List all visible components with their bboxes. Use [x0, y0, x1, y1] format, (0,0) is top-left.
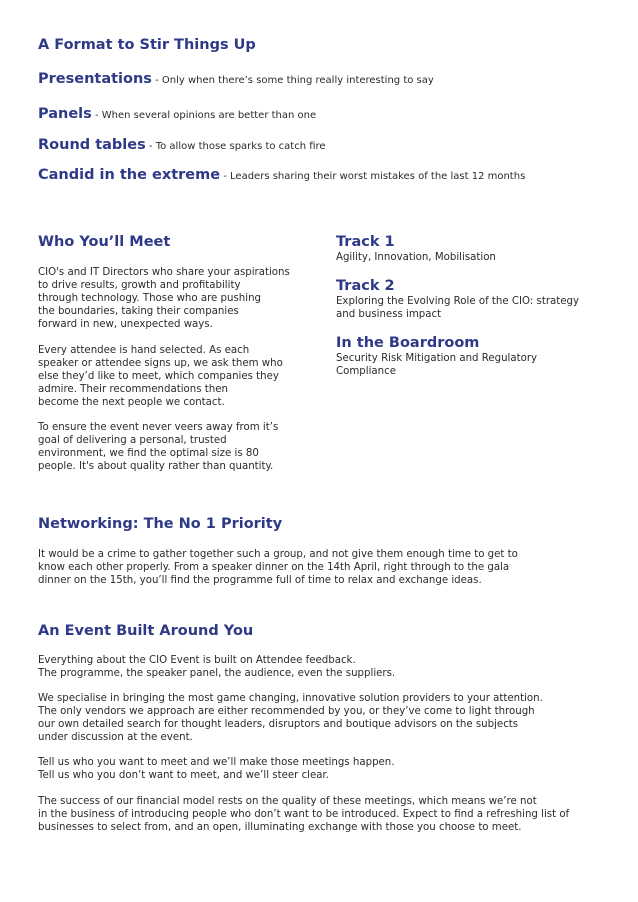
format-item-name: Candid in the extreme: [38, 167, 221, 183]
format-item-round-tables: [38, 134, 326, 153]
meet-body-2: [38, 344, 308, 409]
track-desc: [336, 295, 579, 321]
event-paragraph-4: [38, 795, 618, 834]
event-heading: An Event Built Around You: [38, 623, 254, 639]
track-1: [336, 234, 496, 264]
event-line: The only vendors we approach are either recommended by you, or they’ve come to light through: [38, 706, 535, 717]
meet-line: through technology. Those who are pushing: [38, 293, 261, 304]
format-item-panels: [38, 103, 316, 122]
track-desc-line: Agility, Innovation, Mobilisation: [336, 252, 496, 263]
track-2: [336, 278, 579, 321]
meet-line: goal of delivering a personal, trusted: [38, 435, 227, 446]
format-item-desc: - Leaders sharing their worst mistakes of the last 12 months: [220, 171, 526, 182]
format-item-desc: - To allow those sparks to catch fire: [145, 141, 326, 152]
track-desc: [336, 352, 537, 378]
track-desc: [336, 251, 496, 264]
meet-line: to drive results, growth and profitability: [38, 280, 241, 291]
meet-line: Every attendee is hand selected. As each: [38, 345, 250, 356]
event-line: The success of our financial model rests on the quality of these meetings, which means we’re not: [38, 796, 537, 807]
track-desc-line: Compliance: [336, 366, 396, 377]
event-paragraph-1: [38, 654, 618, 680]
format-item-candid: [38, 164, 525, 183]
meet-body: [38, 266, 308, 331]
track-title: Track 1: [336, 234, 395, 250]
meet-line: become the next people we contact.: [38, 397, 225, 408]
meet-paragraph-1: [38, 266, 308, 331]
meet-line: else they’d like to meet, which companies they: [38, 371, 279, 382]
networking-body: [38, 548, 608, 587]
track-desc-line: Security Risk Mitigation and Regulatory: [336, 353, 538, 364]
event-line: our own detailed search for thought leaders, disruptors and boutique advisors on the subjects: [38, 719, 519, 730]
event-line: Everything about the CIO Event is built on Attendee feedback.: [38, 655, 356, 666]
track-desc-line: and business impact: [336, 309, 442, 320]
format-item-desc: - Only when there’s some thing really interesting to say: [151, 75, 434, 86]
format-item-name: Panels: [38, 106, 92, 122]
networking-line: It would be a crime to gather together such a group, and not give them enough time to get to: [38, 549, 518, 560]
meet-paragraph-3: [38, 421, 308, 473]
event-line: The programme, the speaker panel, the audience, even the suppliers.: [38, 668, 396, 679]
track-desc-line: Exploring the Evolving Role of the CIO: strategy: [336, 296, 580, 307]
format-item-desc: - When several opinions are better than one: [91, 110, 317, 121]
event-paragraph-2: [38, 692, 618, 744]
event-line: Tell us who you don’t want to meet, and we’ll steer clear.: [38, 770, 330, 781]
meet-paragraph-2: [38, 344, 308, 409]
meet-line: speaker or attendee signs up, we ask them who: [38, 358, 283, 369]
meet-line: environment, we find the optimal size is 80: [38, 448, 259, 459]
meet-line: the boundaries, taking their companies: [38, 306, 239, 317]
meet-line: forward in new, unexpected ways.: [38, 319, 213, 330]
meet-line: To ensure the event never veers away from it’s: [38, 422, 279, 433]
networking-heading: Networking: The No 1 Priority: [38, 516, 283, 532]
format-item-name: Presentations: [38, 71, 152, 87]
event-line: businesses to select from, and an open, illuminating exchange with those you choose to meet.: [38, 822, 522, 833]
networking-line: know each other properly. From a speaker dinner on the 14th April, right through to the gala: [38, 562, 510, 573]
event-line: under discussion at the event.: [38, 732, 193, 743]
meet-line: CIO's and IT Directors who share your aspirations: [38, 267, 290, 278]
meet-heading: Who You’ll Meet: [38, 234, 171, 250]
event-paragraph-3: [38, 756, 618, 782]
event-line: Tell us who you want to meet and we’ll make those meetings happen.: [38, 757, 395, 768]
meet-body-3: [38, 421, 308, 473]
track-title: Track 2: [336, 278, 395, 294]
event-line: We specialise in bringing the most game changing, innovative solution providers to your attention.: [38, 693, 543, 704]
meet-line: admire. Their recommendations then: [38, 384, 228, 395]
track-boardroom: [336, 335, 537, 378]
format-item-name: Round tables: [38, 137, 146, 153]
format-item-presentations: [38, 68, 434, 87]
track-title: In the Boardroom: [336, 335, 480, 351]
meet-line: people. It's about quality rather than quantity.: [38, 461, 274, 472]
networking-line: dinner on the 15th, you’ll find the programme full of time to relax and exchange ideas.: [38, 575, 482, 586]
format-heading: A Format to Stir Things Up: [38, 37, 256, 53]
event-line: in the business of introducing people who don’t want to be introduced. Expect to find a refreshing list of: [38, 809, 570, 820]
